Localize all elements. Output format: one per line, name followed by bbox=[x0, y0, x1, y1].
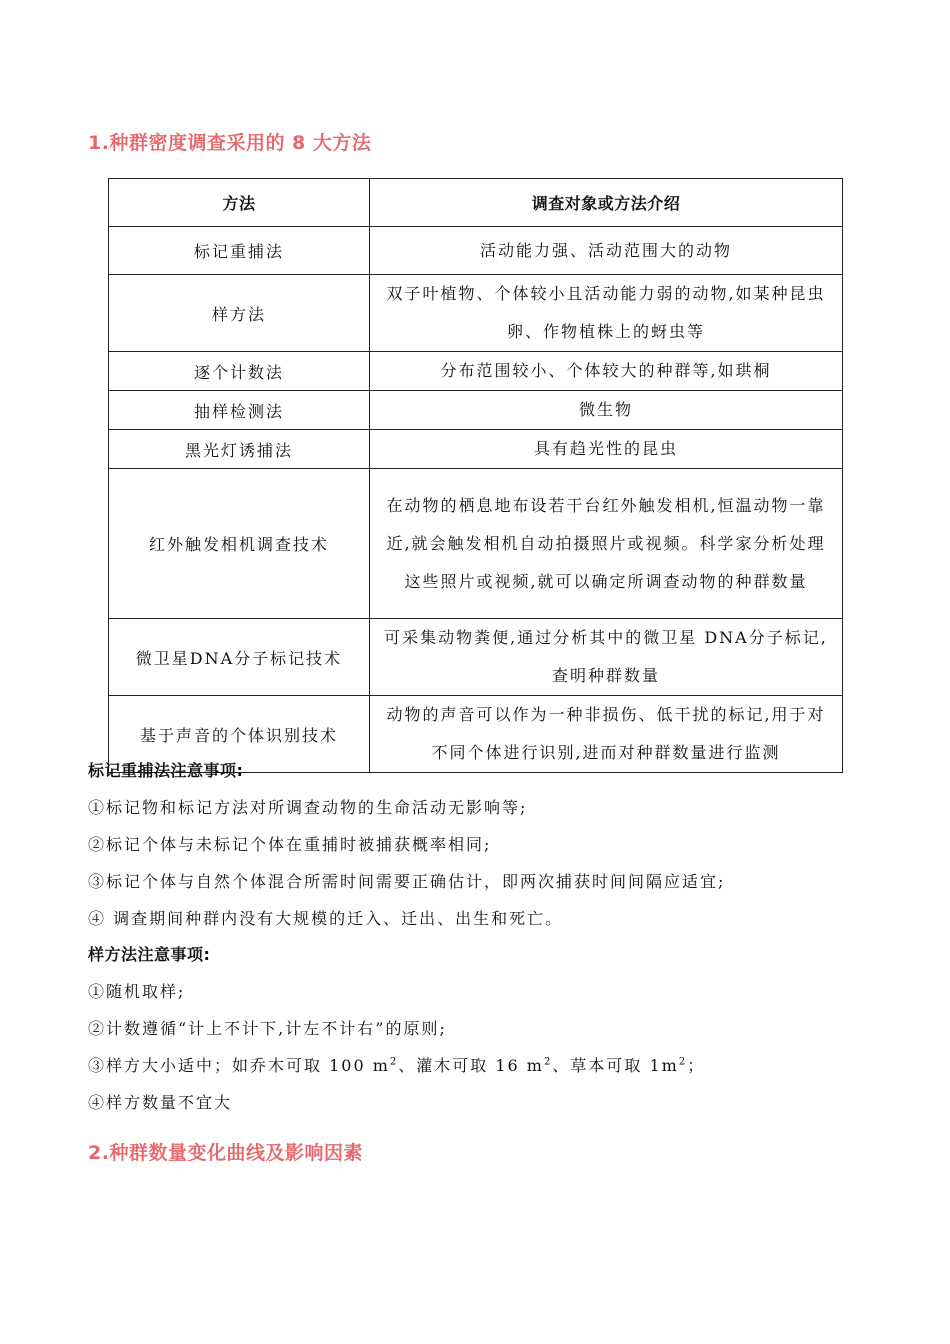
list-item: ④样方数量不宜大 bbox=[88, 1093, 233, 1112]
superscript: 2 bbox=[678, 1056, 688, 1068]
description-cell: 在动物的栖息地布设若干台红外触发相机,恒温动物一靠近,就会触发相机自动拍摄照片或视频。科学家分析处理这些照片或视频,就可以确定所调查动物的种群数量 bbox=[370, 469, 843, 619]
method-cell: 红外触发相机调查技术 bbox=[109, 469, 370, 619]
description-cell: 分布范围较小、个体较大的种群等,如珙桐 bbox=[370, 352, 843, 391]
description-cell: 活动能力强、活动范围大的动物 bbox=[370, 227, 843, 275]
superscript: 2 bbox=[543, 1056, 553, 1068]
method-cell: 微卫星DNA分子标记技术 bbox=[109, 619, 370, 696]
list-item: ②标记个体与未标记个体在重捕时被捕获概率相同; bbox=[88, 835, 492, 854]
list-item: ①标记物和标记方法对所调查动物的生命活动无影响等; bbox=[88, 798, 528, 817]
item-text: ③样方大小适中；如乔木可取 100 m bbox=[88, 1056, 390, 1075]
table-row bbox=[109, 469, 843, 619]
method-cell: 样方法 bbox=[109, 275, 370, 352]
header-method: 方法 bbox=[109, 179, 370, 227]
table-row bbox=[109, 430, 843, 469]
table-row bbox=[109, 391, 843, 430]
item-text: ； bbox=[687, 1056, 706, 1075]
notes-heading: 标记重捕法注意事项: bbox=[88, 761, 244, 780]
list-item: ①随机取样; bbox=[88, 982, 186, 1001]
table-row bbox=[109, 275, 843, 352]
table-row bbox=[109, 227, 843, 275]
list-item bbox=[88, 1047, 705, 1084]
methods-table bbox=[108, 178, 843, 773]
method-cell: 标记重捕法 bbox=[109, 227, 370, 275]
table-row bbox=[109, 352, 843, 391]
list-item: ③标记个体与自然个体混合所需时间需要正确估计，即两次捕获时间间隔应适宜; bbox=[88, 872, 726, 891]
method-cell: 抽样检测法 bbox=[109, 391, 370, 430]
item-text: 、草本可取 1m bbox=[552, 1056, 679, 1075]
item-text: 、灌木可取 16 m bbox=[398, 1056, 544, 1075]
quadrat-notes bbox=[88, 936, 705, 1121]
table-header-row bbox=[109, 179, 843, 227]
mark-recapture-notes bbox=[88, 752, 725, 937]
list-item: ②计数遵循“计上不计下,计左不计右”的原则; bbox=[88, 1019, 447, 1038]
section-title-density-methods: 1.种群密度调查采用的 8 大方法 bbox=[88, 132, 372, 154]
description-cell: 可采集动物粪便,通过分析其中的微卫星 DNA分子标记,查明种群数量 bbox=[370, 619, 843, 696]
method-cell: 黑光灯诱捕法 bbox=[109, 430, 370, 469]
list-item: ④ 调查期间种群内没有大规模的迁入、迁出、出生和死亡。 bbox=[88, 909, 564, 928]
section-title-population-curve: 2.种群数量变化曲线及影响因素 bbox=[88, 1142, 363, 1164]
header-description: 调查对象或方法介绍 bbox=[370, 179, 843, 227]
description-cell: 动物的声音可以作为一种非损伤、低干扰的标记,用于对不同个体进行识别,进而对种群数量进行监测 bbox=[370, 696, 843, 773]
superscript: 2 bbox=[389, 1056, 399, 1068]
description-cell: 具有趋光性的昆虫 bbox=[370, 430, 843, 469]
notes-heading: 样方法注意事项: bbox=[88, 945, 211, 964]
description-cell: 微生物 bbox=[370, 391, 843, 430]
method-cell: 基于声音的个体识别技术 bbox=[109, 696, 370, 773]
description-cell: 双子叶植物、个体较小且活动能力弱的动物,如某种昆虫卵、作物植株上的蚜虫等 bbox=[370, 275, 843, 352]
table-row bbox=[109, 619, 843, 696]
method-cell: 逐个计数法 bbox=[109, 352, 370, 391]
